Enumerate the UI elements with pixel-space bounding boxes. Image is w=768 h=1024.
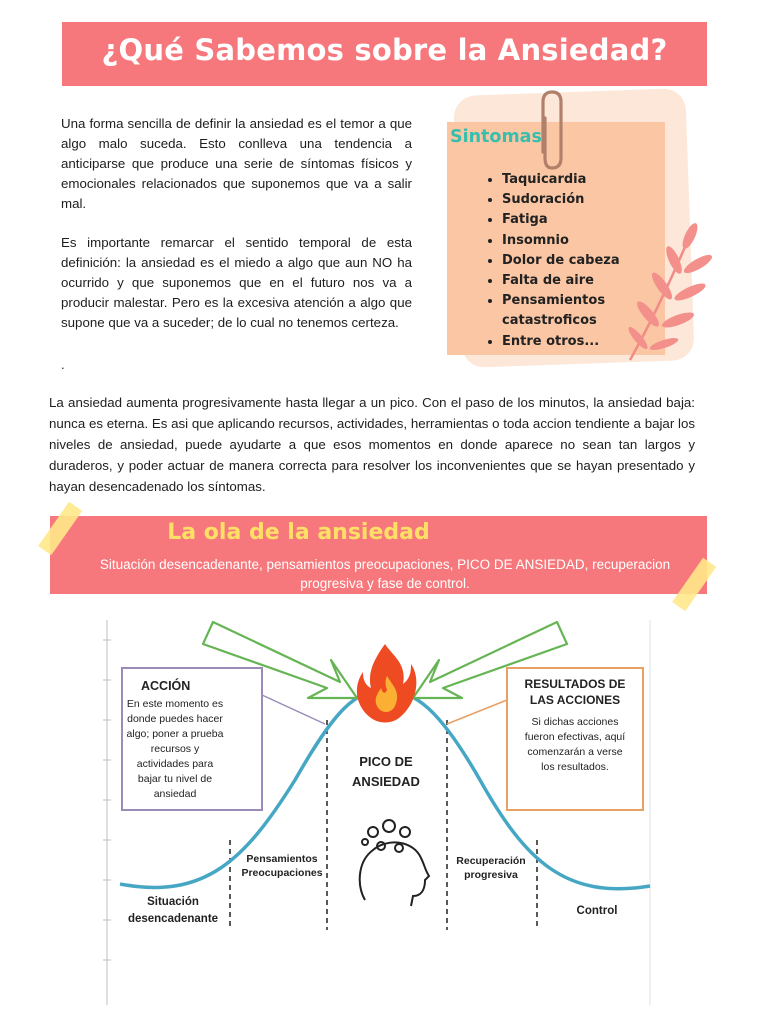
peak-label-line: PICO DE xyxy=(359,754,413,769)
flame-icon xyxy=(357,644,416,723)
resultados-line: los resultados. xyxy=(541,761,609,773)
accion-line: actividades para xyxy=(136,758,214,770)
intro-paragraph-1: Una forma sencilla de definir la ansiedad es el temor a que algo malo suceda. Esto conlleva una tendencia a anticiparse que produce una serie de síntomas físicos y emocionales relacionados que suponemos que va a salir mal. xyxy=(61,116,412,211)
symptom-item: • Fatiga xyxy=(502,210,652,230)
stage-label-situacion: Situación xyxy=(147,896,199,908)
accion-title: ACCIÓN xyxy=(141,679,191,693)
wave-title: La ola de la ansiedad xyxy=(167,520,430,545)
resultados-line: comenzarán a verse xyxy=(527,746,623,758)
accion-line: algo; poner a prueba xyxy=(126,728,224,740)
accion-line: bajar tu nivel de xyxy=(137,773,213,785)
head-spirals-icon xyxy=(360,820,429,906)
leaf-branch-icon xyxy=(618,220,718,370)
symptom-item: • Entre otros... xyxy=(502,332,652,352)
symptom-item: • Insomnio xyxy=(502,231,652,251)
stage-label-situacion: desencadenante xyxy=(127,913,219,925)
anxiety-wave-diagram xyxy=(95,600,675,1010)
accion-line: recursos y xyxy=(150,743,200,755)
axis-ticks xyxy=(103,620,111,1005)
symptoms-title: Sintomas xyxy=(450,127,542,147)
page-title: ¿Qué Sabemos sobre la Ansiedad? xyxy=(101,33,668,67)
stage-label-recuperacion: Recuperación xyxy=(456,855,526,867)
accion-line: donde puedes hacer xyxy=(127,713,223,725)
symptom-item: • Falta de aire xyxy=(502,271,652,291)
resultados-connector xyxy=(447,700,507,724)
stage-label-pensamientos: Pensamientos xyxy=(246,853,318,865)
symptom-item: • Pensamientos catastroficos xyxy=(502,291,652,331)
accion-line: En este momento es xyxy=(126,698,224,710)
resultados-title-line: RESULTADOS DE xyxy=(524,677,626,691)
resultados-title-line: LAS ACCIONES xyxy=(529,693,621,707)
stage-label-pensamientos: Preocupaciones xyxy=(241,867,323,879)
accion-connector xyxy=(262,695,325,724)
accion-line: ansiedad xyxy=(153,788,197,800)
symptom-item: • Taquicardia xyxy=(502,170,652,190)
peak-label-line: ANSIEDAD xyxy=(352,774,420,789)
wave-subtitle: Situación desencadenante, pensamientos preocupaciones, PICO DE ANSIEDAD, recuperacion progresiva y fase de control. xyxy=(99,557,671,591)
wave-explanation-paragraph: La ansiedad aumenta progresivamente hasta llegar a un pico. Con el paso de los minutos, la ansiedad baja: nunca es eterna. Es asi que aplicando recursos, actividades, herramientas o toda accion tendiente a bajar los niveles de ansiedad, puede ayudarte a que esos momentos en donde aparece no sean tan largos y duraderos, y poder actuar de manera correcta para resolver los inconvenientes que se hayan presentado y hayan desencadenado los síntomas. xyxy=(49,395,695,494)
intro-paragraph-2: Es importante remarcar el sentido temporal de esta definición: la ansiedad es el miedo a algo que aun NO ha ocurrido y que suponemos que en el futuro nos va a producir malestar. Pero es la excesiva atención a algo que supone que va a suceder; de lo cual no tenemos certeza. xyxy=(61,235,412,330)
symptom-item: • Dolor de cabeza xyxy=(502,251,652,271)
resultados-line: Si dichas acciones xyxy=(531,716,619,728)
resultados-line: fueron efectivas, aquí xyxy=(524,731,626,743)
stage-label-control: Control xyxy=(576,905,618,917)
intro-trailing-dot: . xyxy=(61,357,65,372)
stage-label-recuperacion: progresiva xyxy=(464,869,518,881)
symptom-item: • Sudoración xyxy=(502,190,652,210)
